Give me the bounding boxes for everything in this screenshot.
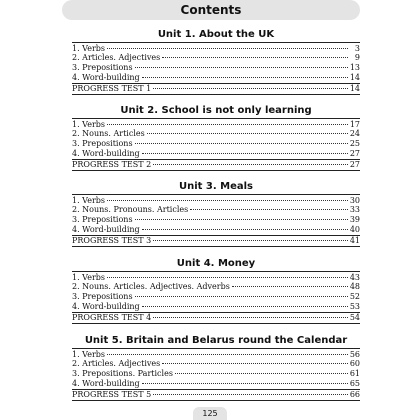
unit-title: Unit 4. Money [176, 258, 256, 269]
toc-entry-label: 4. Word-building [72, 224, 140, 234]
toc-entry-label: 3. Prepositions [72, 62, 133, 72]
toc-entry[interactable] [72, 205, 360, 215]
dot-leader [153, 317, 348, 318]
divider [72, 323, 360, 324]
dot-leader [142, 383, 348, 384]
divider [72, 400, 360, 401]
toc-entry-page: 53 [349, 301, 360, 311]
progress-test-entry[interactable] [72, 313, 360, 323]
dot-leader [175, 373, 348, 374]
dot-leader [153, 240, 348, 241]
toc-entry-page: 54 [349, 313, 360, 323]
toc-entry-page: 52 [349, 291, 360, 301]
toc-entry-page: 25 [349, 138, 360, 148]
toc-entry-page: 39 [349, 214, 360, 224]
toc-entry-label: 4. Word-building [72, 301, 140, 311]
toc-entry[interactable] [72, 63, 360, 73]
unit-section [72, 28, 360, 96]
toc-entry[interactable] [72, 292, 360, 302]
toc-entry-page: 14 [349, 72, 360, 82]
toc-entry-page: 61 [349, 368, 360, 378]
contents-header [62, 0, 360, 20]
toc-entry-page: 13 [349, 62, 360, 72]
toc-entry-label: 1. Verbs [72, 43, 106, 53]
toc-entry-label: 3. Prepositions [72, 291, 133, 301]
toc-entry-page: 40 [349, 224, 360, 234]
toc-entry-page: 66 [349, 390, 360, 400]
toc-entry[interactable] [72, 369, 360, 379]
toc-entry-page: 65 [349, 378, 360, 388]
toc-entry-label: 1. Verbs [72, 195, 106, 205]
toc-entry[interactable] [72, 44, 360, 54]
toc-entry[interactable] [72, 282, 360, 292]
dot-leader [142, 229, 348, 230]
toc-entry[interactable] [72, 273, 360, 283]
divider [72, 246, 360, 247]
toc-entry[interactable] [72, 120, 360, 130]
toc-entry-label: PROGRESS TEST 1 [72, 84, 152, 94]
unit-section [72, 104, 360, 172]
toc-entry-label: 4. Word-building [72, 378, 140, 388]
toc-entry[interactable] [72, 196, 360, 206]
toc-entry-label: 2. Articles. Adjectives [72, 359, 161, 369]
unit-section [72, 180, 360, 248]
toc-entry-page: 60 [349, 359, 360, 369]
toc-entry-label: 1. Verbs [72, 119, 106, 129]
toc-entry-label: 2. Articles. Adjectives [72, 53, 161, 63]
dot-leader [147, 133, 348, 134]
dot-leader [142, 153, 348, 154]
dot-leader [162, 363, 348, 364]
unit-title: Unit 5. Britain and Belarus round the Calendar [84, 335, 348, 346]
contents-title: Contents [180, 3, 242, 17]
toc-entry-label: 3. Prepositions [72, 138, 133, 148]
toc-entry-label: PROGRESS TEST 5 [72, 390, 152, 400]
dot-leader [153, 88, 348, 89]
toc-entry[interactable] [72, 129, 360, 139]
progress-test-entry[interactable] [72, 160, 360, 170]
toc-entry-label: 4. Word-building [72, 72, 140, 82]
toc-entry-page: 27 [349, 160, 360, 170]
toc-entry[interactable] [72, 379, 360, 389]
dot-leader [107, 200, 348, 201]
page-number-badge [193, 407, 227, 420]
page-number: 125 [202, 409, 218, 418]
toc-entry-label: 2. Nouns. Articles [72, 129, 145, 139]
divider [72, 170, 360, 171]
dot-leader [162, 57, 348, 58]
progress-test-entry[interactable] [72, 236, 360, 246]
toc-entry-label: 1. Verbs [72, 349, 106, 359]
dot-leader [107, 124, 348, 125]
toc-entry[interactable] [72, 350, 360, 360]
toc-entry-label: 3. Prepositions [72, 214, 133, 224]
dot-leader [232, 286, 348, 287]
toc-entry-label: 1. Verbs [72, 272, 106, 282]
toc-entry[interactable] [72, 302, 360, 312]
toc-entry-page: 17 [349, 119, 360, 129]
toc-entry[interactable] [72, 215, 360, 225]
toc-entry[interactable] [72, 149, 360, 159]
toc-entry-page: 48 [349, 282, 360, 292]
toc-entry-label: PROGRESS TEST 4 [72, 313, 152, 323]
toc-entry-page: 24 [349, 129, 360, 139]
toc-entry-label: 2. Nouns. Pronouns. Articles [72, 205, 189, 215]
unit-title: Unit 1. About the UK [157, 29, 275, 40]
progress-test-entry[interactable] [72, 390, 360, 400]
dot-leader [153, 164, 348, 165]
dot-leader [142, 77, 348, 78]
dot-leader [153, 394, 348, 395]
toc-entry-page: 27 [349, 148, 360, 158]
dot-leader [107, 277, 348, 278]
toc-entry-page: 56 [349, 349, 360, 359]
toc-entry-label: 4. Word-building [72, 148, 140, 158]
toc-entry[interactable] [72, 359, 360, 369]
unit-title: Unit 3. Meals [178, 181, 254, 192]
toc-entry[interactable] [72, 73, 360, 83]
dot-leader [107, 48, 348, 49]
toc-entry-page: 33 [349, 205, 360, 215]
dot-leader [107, 354, 348, 355]
toc-entry-page: 9 [354, 53, 360, 63]
toc-entry-label: PROGRESS TEST 2 [72, 160, 152, 170]
unit-title: Unit 2. School is not only learning [120, 105, 312, 116]
toc-entry[interactable] [72, 225, 360, 235]
dot-leader [135, 143, 348, 144]
toc-entry[interactable] [72, 53, 360, 63]
unit-section [72, 334, 360, 402]
toc-entry-page: 30 [349, 195, 360, 205]
toc-entry-label: 2. Nouns. Articles. Adjectives. Adverbs [72, 282, 230, 292]
toc-entry-label: 3. Prepositions. Particles [72, 368, 173, 378]
toc-entry-page: 41 [349, 236, 360, 246]
dot-leader [135, 67, 348, 68]
toc-entry-page: 43 [349, 272, 360, 282]
dot-leader [142, 306, 348, 307]
toc-entry-label: PROGRESS TEST 3 [72, 236, 152, 246]
dot-leader [135, 296, 348, 297]
toc-entry[interactable] [72, 139, 360, 149]
dot-leader [135, 219, 348, 220]
toc-entry-page: 3 [354, 43, 360, 53]
unit-section [72, 257, 360, 325]
dot-leader [190, 209, 348, 210]
progress-test-entry[interactable] [72, 84, 360, 94]
divider [72, 94, 360, 95]
toc-entry-page: 14 [349, 84, 360, 94]
